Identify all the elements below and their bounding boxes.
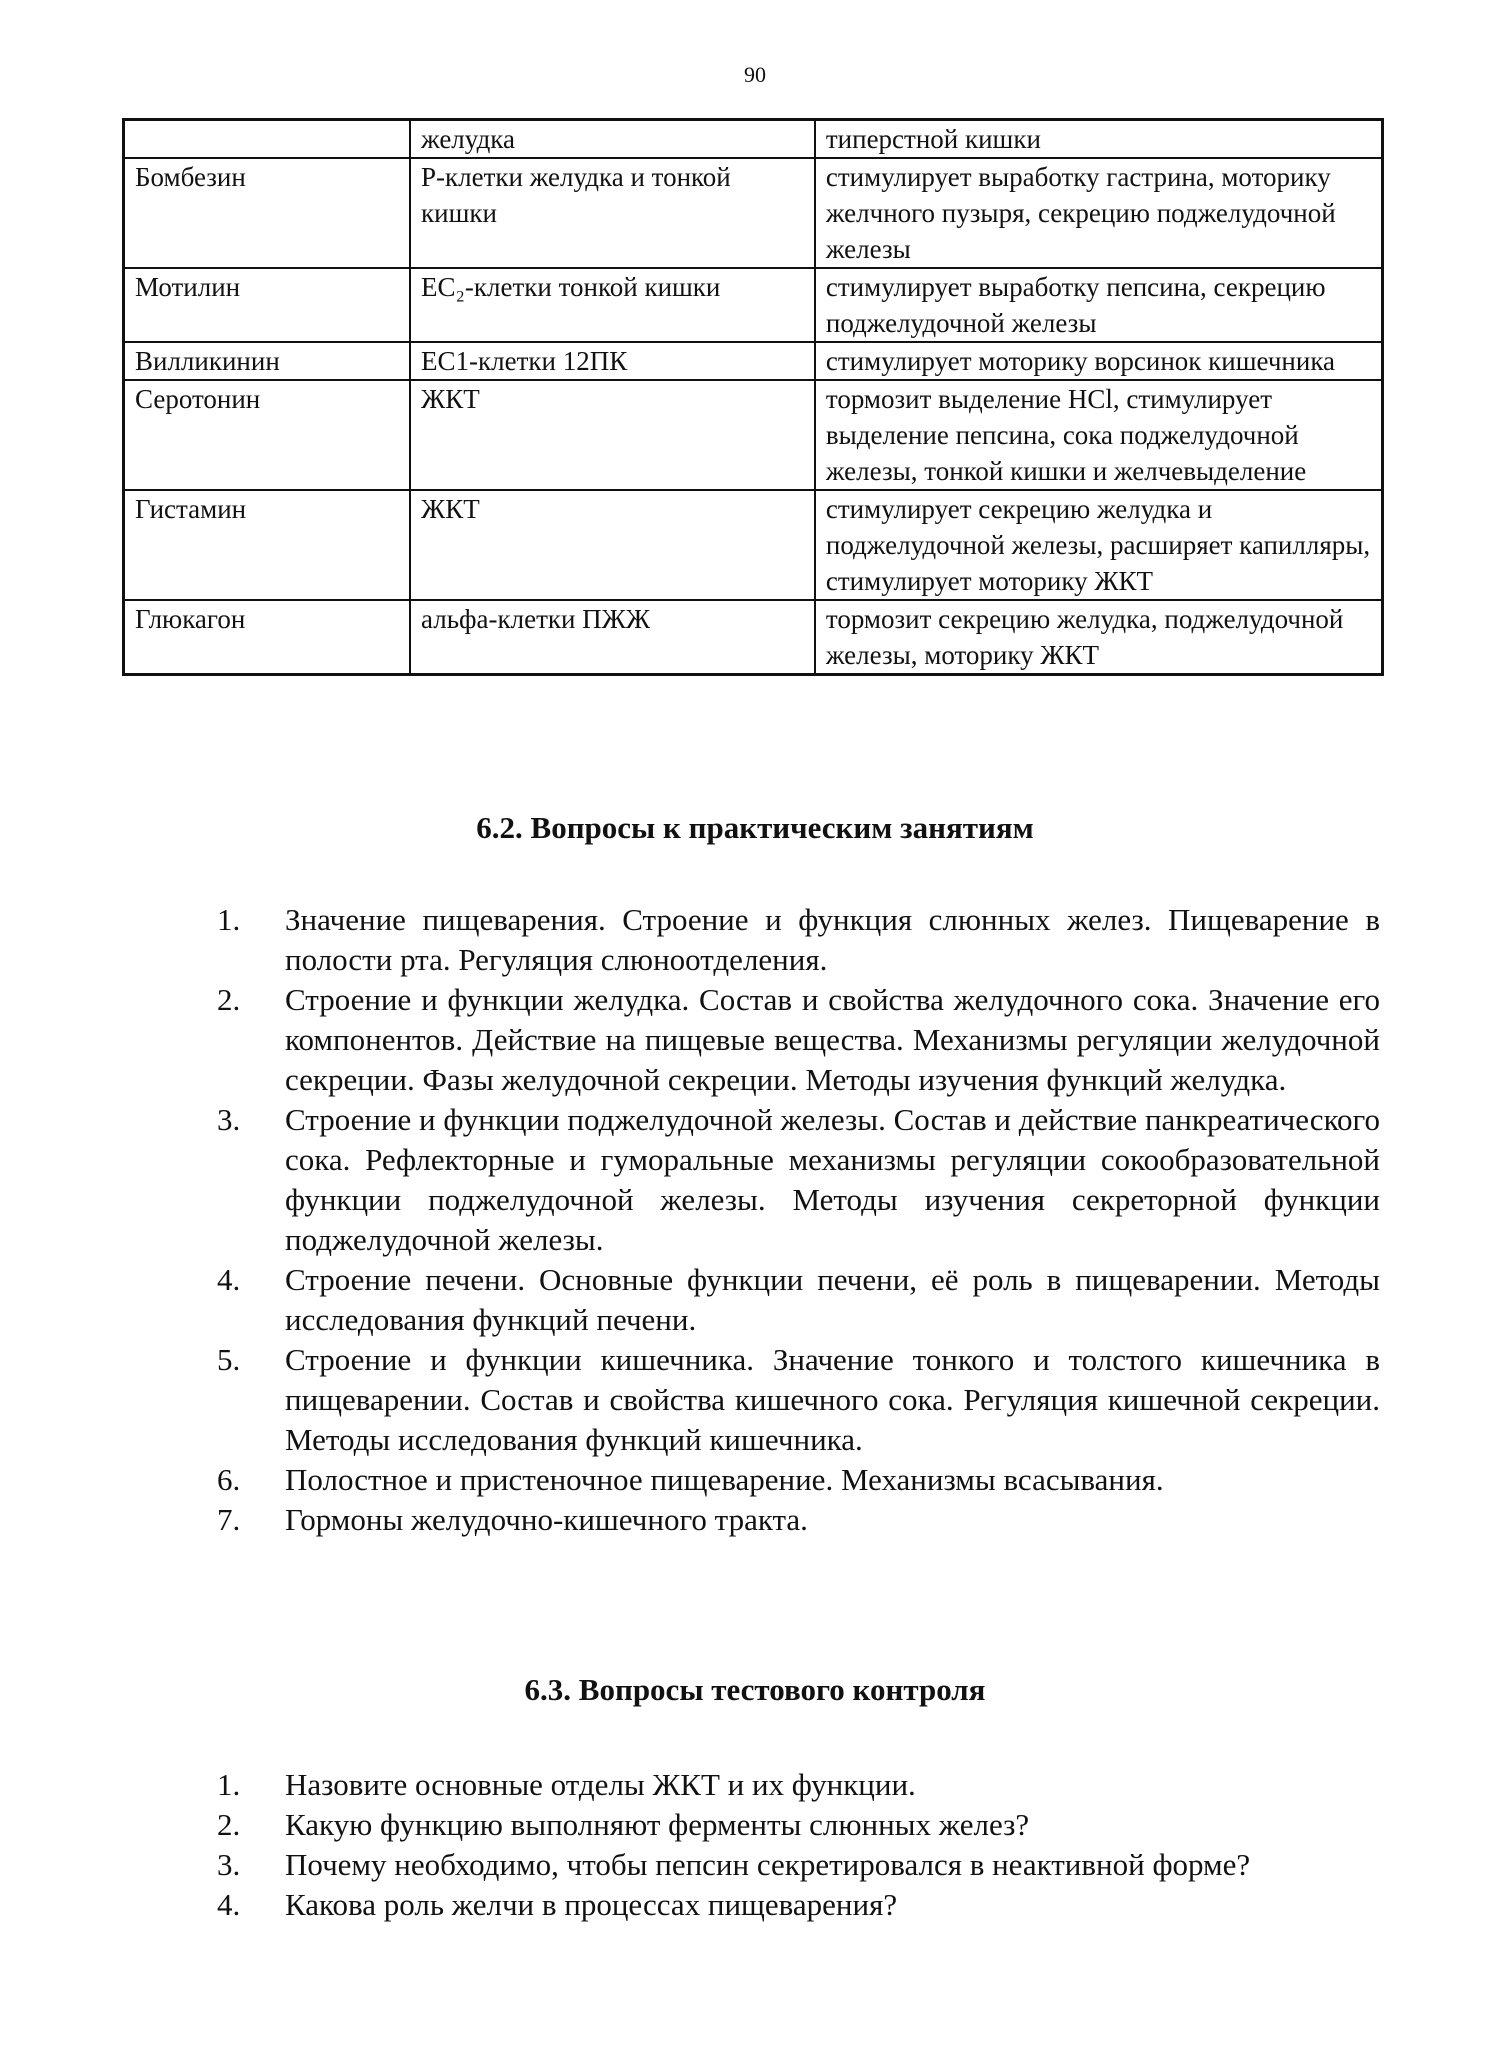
table-cell-hormone: Серотонин — [124, 380, 411, 490]
table-row — [124, 158, 1383, 268]
list-item-number: 5. — [217, 1342, 241, 1377]
list-item — [205, 1885, 1380, 1925]
list-item — [205, 980, 1380, 1100]
list-item-text: Строение и функции кишечника. Значение тонкого и толстого кишечника в пищеварении. Состав и свойства кишечного сока. Регуляция кишечной секреции. Методы исследования функций кишечника. — [285, 1342, 1380, 1457]
list-item — [205, 1845, 1380, 1885]
list-item — [205, 1805, 1380, 1845]
list-item-number: 3. — [217, 1102, 241, 1137]
practice-questions-list — [205, 900, 1380, 1540]
table-cell-source: EC1-клетки 12ПК — [410, 342, 815, 380]
table-cell-effect: стимулирует выработку пепсина, секрецию поджелудочной железы — [815, 268, 1383, 342]
list-item — [205, 1765, 1380, 1805]
list-item-text: Назовите основные отделы ЖКТ и их функции. — [285, 1767, 916, 1802]
list-item-text: Какова роль желчи в процессах пищеварения? — [285, 1887, 898, 1922]
table-row — [124, 342, 1383, 380]
list-item — [205, 1500, 1380, 1540]
list-item — [205, 900, 1380, 980]
table-cell-effect: тормозит выделение HCl, стимулирует выделение пепсина, сока поджелудочной железы, тонкой кишки и желчевыделение — [815, 380, 1383, 490]
table-cell-effect: типерстной кишки — [815, 120, 1383, 159]
list-item-number: 1. — [217, 1767, 241, 1802]
list-item-text: Строение и функции поджелудочной железы. Состав и действие панкреатического сока. Рефлекторные и гуморальные механизмы регуляции сокообразовательной функции поджелудочной железы. Методы изучения секреторной функции поджелудочной железы. — [285, 1102, 1380, 1257]
list-item-text: Почему необходимо, чтобы пепсин секретировался в неактивной форме? — [285, 1847, 1251, 1882]
table-cell-hormone: Глюкагон — [124, 600, 411, 675]
list-item-text: Гормоны желудочно-кишечного тракта. — [285, 1502, 808, 1537]
list-item-text: Какую функцию выполняют ферменты слюнных желез? — [285, 1807, 1030, 1842]
table-cell-source: EC₂-клетки тонкой кишки — [410, 268, 815, 342]
list-item-number: 4. — [217, 1887, 241, 1922]
table-cell-source: альфа-клетки ПЖЖ — [410, 600, 815, 675]
section-title-test: 6.3. Вопросы тестового контроля — [524, 1672, 986, 1707]
list-item-text: Полостное и пристеночное пищеварение. Механизмы всасывания. — [285, 1462, 1164, 1497]
table-row — [124, 490, 1383, 600]
table-cell-hormone: Бомбезин — [124, 158, 411, 268]
table-cell-hormone: Мотилин — [124, 268, 411, 342]
table-cell-effect: стимулирует выработку гастрина, моторику желчного пузыря, секрецию поджелудочной железы — [815, 158, 1383, 268]
page-number: 90 — [744, 62, 766, 87]
table-cell-source: Р-клетки желудка и тонкой кишки — [410, 158, 815, 268]
list-item-number: 4. — [217, 1262, 241, 1297]
list-item-text: Значение пищеварения. Строение и функция слюнных желез. Пищеварение в полости рта. Регуляция слюноотделения. — [285, 902, 1380, 977]
test-questions-list — [205, 1765, 1380, 1925]
table-cell-source: желудка — [410, 120, 815, 159]
table-cell-source: ЖКТ — [410, 490, 815, 600]
list-item — [205, 1260, 1380, 1340]
table-cell-hormone: Гистамин — [124, 490, 411, 600]
list-item-number: 2. — [217, 1807, 241, 1842]
table-cell-effect: стимулирует моторику ворсинок кишечника — [815, 342, 1383, 380]
table-row — [124, 268, 1383, 342]
list-item — [205, 1340, 1380, 1460]
table-row — [124, 120, 1383, 159]
table-cell-hormone: Вилликинин — [124, 342, 411, 380]
list-item-text: Строение печени. Основные функции печени, её роль в пищеварении. Методы исследования функций печени. — [285, 1262, 1380, 1337]
list-item-number: 6. — [217, 1462, 241, 1497]
table-cell-effect: стимулирует секрецию желудка и поджелудочной железы, расширяет капилляры, стимулирует моторику ЖКТ — [815, 490, 1383, 600]
list-item-number: 1. — [217, 902, 241, 937]
table-row — [124, 380, 1383, 490]
table-cell-source: ЖКТ — [410, 380, 815, 490]
table-cell-effect: тормозит секрецию желудка, поджелудочной железы, моторику ЖКТ — [815, 600, 1383, 675]
list-item-text: Строение и функции желудка. Состав и свойства желудочного сока. Значение его компонентов. Действие на пищевые вещества. Механизмы регуляции желудочной секреции. Фазы желудочной секреции. Методы изучения функций желудка. — [285, 982, 1380, 1097]
table-row — [124, 600, 1383, 675]
list-item-number: 7. — [217, 1502, 241, 1537]
hormones-table — [122, 118, 1384, 676]
table-cell-hormone — [124, 120, 411, 159]
section-title-practice: 6.2. Вопросы к практическим занятиям — [476, 810, 1034, 845]
list-item-number: 2. — [217, 982, 241, 1017]
list-item — [205, 1460, 1380, 1500]
list-item — [205, 1100, 1380, 1260]
list-item-number: 3. — [217, 1847, 241, 1882]
